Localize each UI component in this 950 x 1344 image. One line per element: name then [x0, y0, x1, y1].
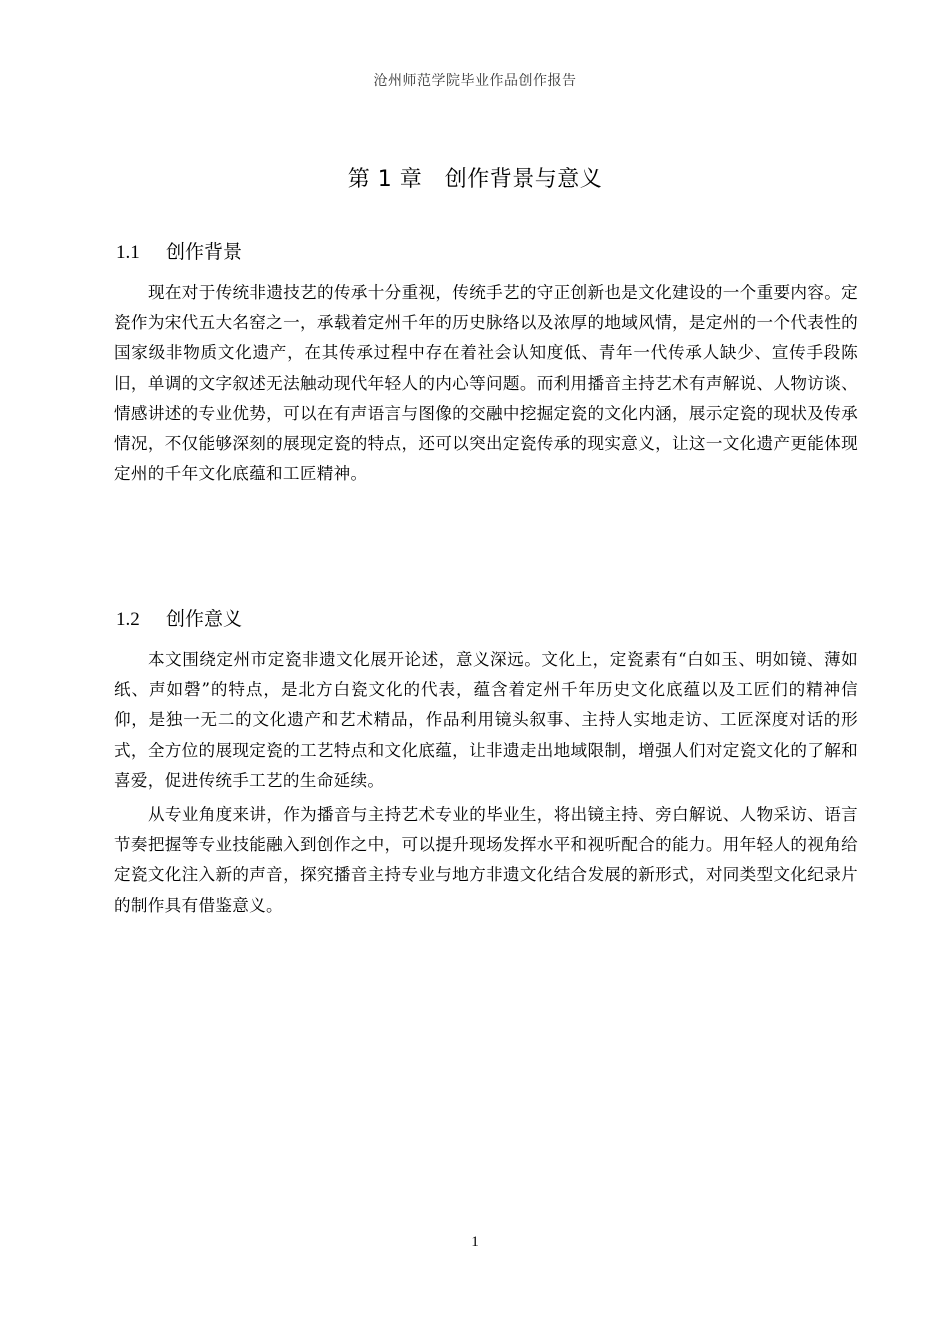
- paragraph-cultural-significance: 本文围绕定州市定瓷非遗文化展开论述，意义深远。文化上，定瓷素有“白如玉、明如镜、薄如纸、声如磬”的特点，是北方白瓷文化的代表，蕴含着定州千年历史文化底蕴以及工匠们的精神信仰，是独一无二的文化遗产和艺术精品，作品利用镜头叙事、主持人实地走访、工匠深度对话的形式，全方位的展现定瓷的工艺特点和文化底蕴，让非遗走出地域限制，增强人们对定瓷文化的了解和喜爱，促进传统手工艺的生命延续。: [114, 650, 858, 790]
- section-heading-significance: [116, 604, 242, 631]
- section-title: 创作背景: [166, 241, 243, 263]
- paragraph-professional-significance: 从专业角度来讲，作为播音与主持艺术专业的毕业生，将出镜主持、旁白解说、人物采访、语言节奏把握等专业技能融入到创作之中，可以提升现场发挥水平和视听配合的能力。用年轻人的视角给定瓷文化注入新的声音，探究播音主持专业与地方非遗文化结合发展的新形式，对同类型文化纪录片的制作具有借鉴意义。: [114, 805, 858, 915]
- section-title: 创作意义: [166, 608, 243, 630]
- section-number: 1.1: [116, 242, 140, 263]
- paragraph-background: 现在对于传统非遗技艺的传承十分重视，传统手艺的守正创新也是文化建设的一个重要内容。定瓷作为宋代五大名窑之一，承载着定州千年的历史脉络以及浓厚的地域风情，是定州的一个代表性的国家级非物质文化遗产，在其传承过程中存在着社会认知度低、青年一代传承人缺少、宣传手段陈旧，单调的文字叙述无法触动现代年轻人的内心等问题。而利用播音主持艺术有声解说、人物访谈、情感讲述的专业优势，可以在有声语言与图像的交融中挖掘定瓷的文化内涵，展示定瓷的现状及传承情况，不仅能够深刻的展现定瓷的特点，还可以突出定瓷传承的现实意义，让这一文化遗产更能体现定州的千年文化底蕴和工匠精神。: [114, 283, 858, 484]
- section-heading-background: [116, 237, 242, 264]
- running-header: 沧州师范学院毕业作品创作报告: [373, 73, 577, 89]
- chapter-title: 第 1 章 创作背景与意义: [347, 167, 603, 192]
- page-number: 1: [471, 1234, 479, 1250]
- section-number: 1.2: [116, 609, 140, 630]
